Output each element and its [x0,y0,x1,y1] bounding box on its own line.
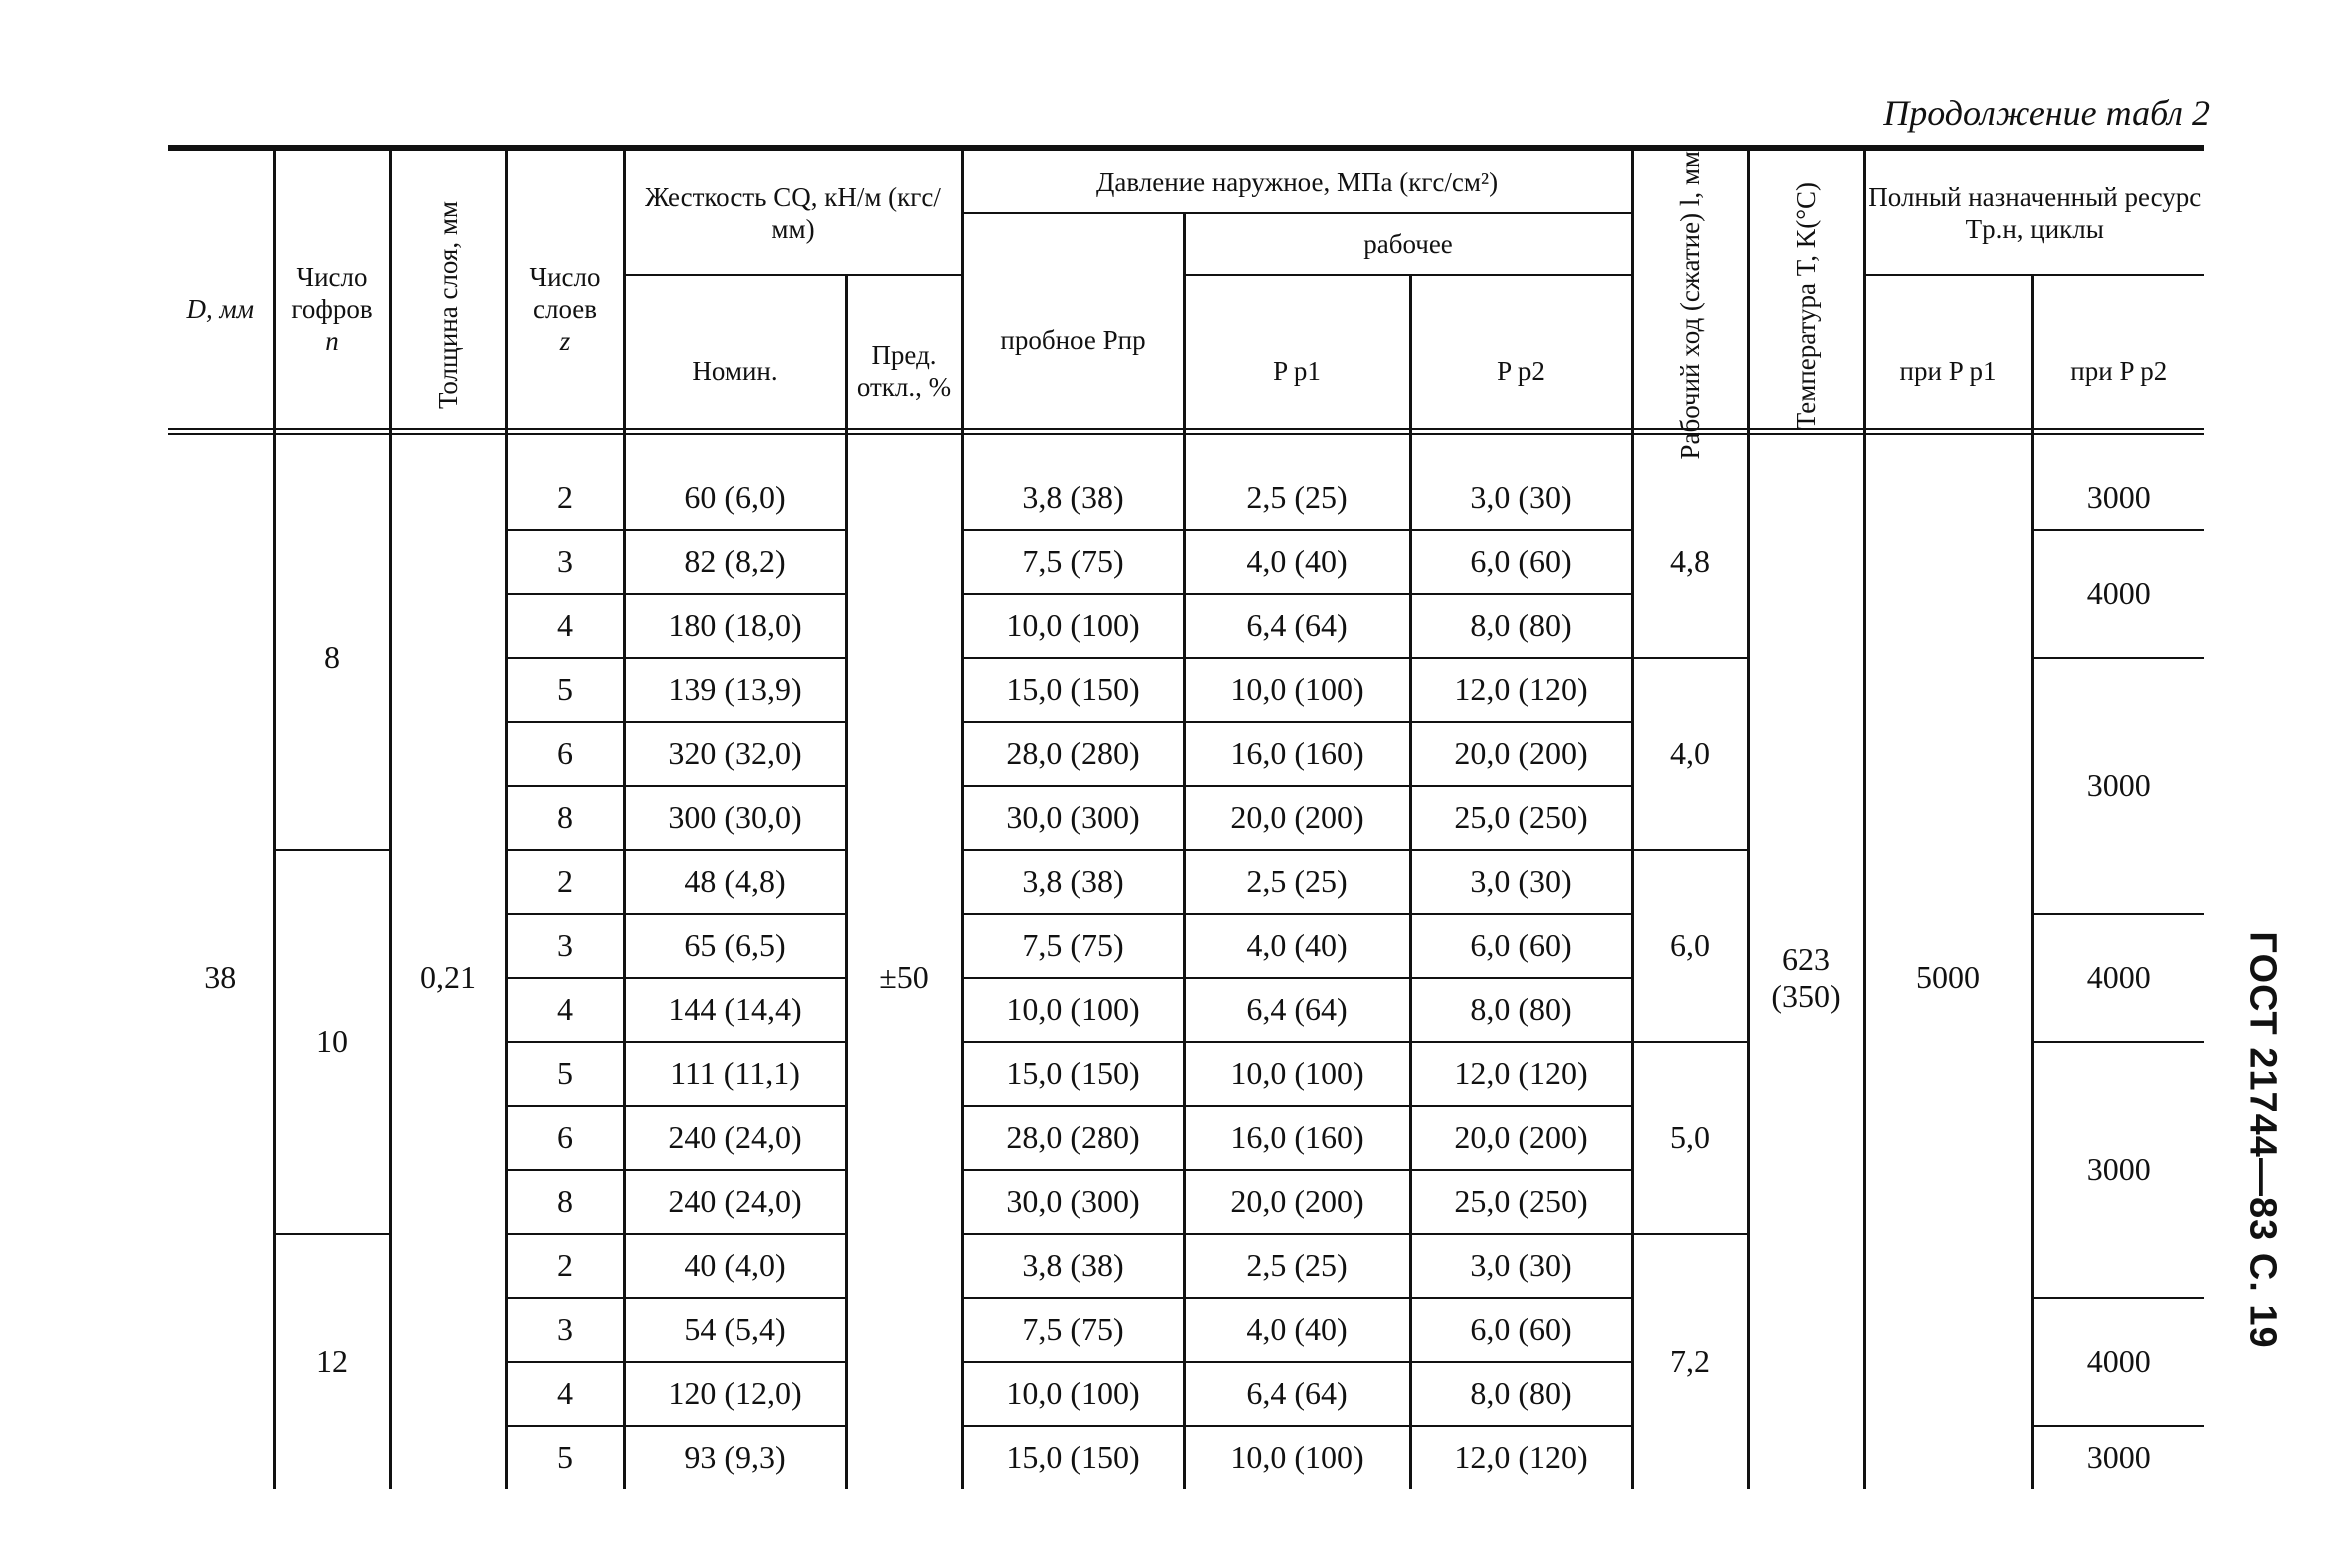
cell-nominal: 93 (9,3) [624,1426,846,1489]
cell-test-pressure: 7,5 (75) [962,914,1184,978]
header-temperature-label: Температура T, K(°C) [1791,181,1822,429]
cell-p2: 3,0 (30) [1410,850,1632,914]
cell-p1: 2,5 (25) [1184,467,1410,530]
cell-p1: 6,4 (64) [1184,978,1410,1042]
cell-stroke: 7,2 [1632,1234,1748,1489]
header-layers-symbol: z [559,325,571,356]
cell-p1: 10,0 (100) [1184,1042,1410,1106]
cell-layers: 4 [506,1362,624,1426]
header-stroke-label: Рабочий ход (сжатие) l, мм [1675,151,1706,460]
cell-resource-p2: 4000 [2032,914,2204,1042]
cell-p2: 12,0 (120) [1410,658,1632,722]
header-corrugations [274,151,390,467]
cell-stroke: 6,0 [1632,850,1748,1042]
cell-p2: 6,0 (60) [1410,530,1632,594]
cell-layers: 4 [506,978,624,1042]
cell-corrugations: 8 [274,467,390,850]
cell-nominal: 60 (6,0) [624,467,846,530]
cell-p2: 20,0 (200) [1410,1106,1632,1170]
header-deviation: Пред. откл., % [846,275,962,466]
cell-p2: 6,0 (60) [1410,914,1632,978]
cell-p2: 20,0 (200) [1410,722,1632,786]
table-header [168,151,2204,467]
cell-p2: 3,0 (30) [1410,1234,1632,1298]
cell-layers: 8 [506,786,624,850]
cell-test-pressure: 30,0 (300) [962,786,1184,850]
cell-stroke: 5,0 [1632,1042,1748,1234]
cell-p1: 6,4 (64) [1184,594,1410,658]
cell-p1: 2,5 (25) [1184,1234,1410,1298]
cell-layers: 3 [506,530,624,594]
cell-test-pressure: 28,0 (280) [962,722,1184,786]
cell-deviation: ±50 [846,467,962,1489]
cell-layers: 5 [506,658,624,722]
header-stiffness: Жесткость CQ, кН/м (кгс/мм) [624,151,962,275]
table-caption: Продолжение табл 2 [1883,93,2210,133]
cell-test-pressure: 10,0 (100) [962,978,1184,1042]
cell-layers: 5 [506,1426,624,1489]
cell-p1: 2,5 (25) [1184,850,1410,914]
header-p2: P p2 [1410,275,1632,466]
cell-test-pressure: 28,0 (280) [962,1106,1184,1170]
cell-test-pressure: 10,0 (100) [962,594,1184,658]
cell-p1: 16,0 (160) [1184,1106,1410,1170]
cell-p2: 3,0 (30) [1410,467,1632,530]
header-temperature [1748,151,1864,467]
header-thickness-label: Толщина слоя, мм [433,201,463,410]
cell-p1: 16,0 (160) [1184,722,1410,786]
header-corrugations-symbol: n [325,325,339,356]
header-pressure: Давление наружное, МПа (кгс/см²) [962,151,1632,213]
cell-resource-p2: 3000 [2032,1042,2204,1298]
header-d: D, мм [186,293,254,324]
cell-temperature: 623 (350) [1748,467,1864,1489]
cell-layers: 4 [506,594,624,658]
data-table-wrapper [168,145,2204,1489]
cell-p1: 20,0 (200) [1184,1170,1410,1234]
cell-corrugations: 12 [274,1234,390,1489]
cell-p2: 8,0 (80) [1410,594,1632,658]
cell-nominal: 65 (6,5) [624,914,846,978]
cell-p2: 25,0 (250) [1410,1170,1632,1234]
cell-test-pressure: 15,0 (150) [962,658,1184,722]
cell-test-pressure: 10,0 (100) [962,1362,1184,1426]
cell-test-pressure: 15,0 (150) [962,1426,1184,1489]
cell-nominal: 320 (32,0) [624,722,846,786]
cell-p2: 12,0 (120) [1410,1426,1632,1489]
header-nominal: Номин. [624,275,846,466]
cell-test-pressure: 3,8 (38) [962,1234,1184,1298]
cell-nominal: 111 (11,1) [624,1042,846,1106]
cell-nominal: 120 (12,0) [624,1362,846,1426]
cell-resource-p2: 3000 [2032,467,2204,530]
header-resource: Полный назначенный ресурс Tр.н, циклы [1864,151,2204,275]
cell-nominal: 139 (13,9) [624,658,846,722]
cell-p2: 25,0 (250) [1410,786,1632,850]
cell-nominal: 48 (4,8) [624,850,846,914]
header-layers-label: Число слоев [529,261,601,324]
cell-test-pressure: 7,5 (75) [962,530,1184,594]
cell-corrugations: 10 [274,850,390,1234]
cell-p1: 10,0 (100) [1184,1426,1410,1489]
cell-p2: 12,0 (120) [1410,1042,1632,1106]
cell-thickness: 0,21 [390,467,506,1489]
cell-p1: 4,0 (40) [1184,914,1410,978]
cell-test-pressure: 15,0 (150) [962,1042,1184,1106]
cell-p2: 8,0 (80) [1410,978,1632,1042]
header-stroke [1632,151,1748,467]
header-test-pressure: пробное Pпр [962,213,1184,467]
header-thickness [390,151,506,467]
cell-p1: 10,0 (100) [1184,658,1410,722]
cell-test-pressure: 30,0 (300) [962,1170,1184,1234]
header-layers [506,151,624,467]
table-body [168,467,2204,1489]
cell-layers: 2 [506,850,624,914]
cell-test-pressure: 3,8 (38) [962,850,1184,914]
cell-p1: 4,0 (40) [1184,1298,1410,1362]
cell-resource-p2: 4000 [2032,530,2204,658]
cell-resource-p2: 4000 [2032,1298,2204,1426]
cell-stroke: 4,8 [1632,467,1748,658]
cell-nominal: 82 (8,2) [624,530,846,594]
cell-test-pressure: 3,8 (38) [962,467,1184,530]
cell-p1: 6,4 (64) [1184,1362,1410,1426]
cell-nominal: 180 (18,0) [624,594,846,658]
cell-p1: 4,0 (40) [1184,530,1410,594]
header-separator [168,428,2204,435]
cell-diameter: 38 [204,959,237,996]
cell-resource-p1: 5000 [1864,467,2032,1489]
header-working-pressure: рабочее [1184,213,1632,275]
cell-nominal: 144 (14,4) [624,978,846,1042]
cell-layers: 6 [506,722,624,786]
cell-p2: 8,0 (80) [1410,1362,1632,1426]
cell-layers: 6 [506,1106,624,1170]
header-resource-p1: при P p1 [1864,275,2032,466]
cell-nominal: 40 (4,0) [624,1234,846,1298]
table-row [168,467,2204,530]
data-table [168,151,2204,1489]
cell-nominal: 240 (24,0) [624,1170,846,1234]
cell-resource-p2: 3000 [2032,658,2204,914]
cell-layers: 5 [506,1042,624,1106]
header-resource-p2: при P p2 [2032,275,2204,466]
standard-page-label: ГОСТ 21744—83 С. 19 [2241,931,2284,1349]
cell-nominal: 240 (24,0) [624,1106,846,1170]
cell-layers: 2 [506,1234,624,1298]
cell-layers: 8 [506,1170,624,1234]
cell-p2: 6,0 (60) [1410,1298,1632,1362]
cell-nominal: 300 (30,0) [624,786,846,850]
cell-resource-p2: 3000 [2032,1426,2204,1489]
cell-layers: 3 [506,914,624,978]
cell-test-pressure: 7,5 (75) [962,1298,1184,1362]
cell-layers: 3 [506,1298,624,1362]
header-corrugations-label: Число гофров [291,261,373,324]
cell-nominal: 54 (5,4) [624,1298,846,1362]
header-p1: P p1 [1184,275,1410,466]
cell-p1: 20,0 (200) [1184,786,1410,850]
cell-stroke: 4,0 [1632,658,1748,850]
cell-layers: 2 [506,467,624,530]
